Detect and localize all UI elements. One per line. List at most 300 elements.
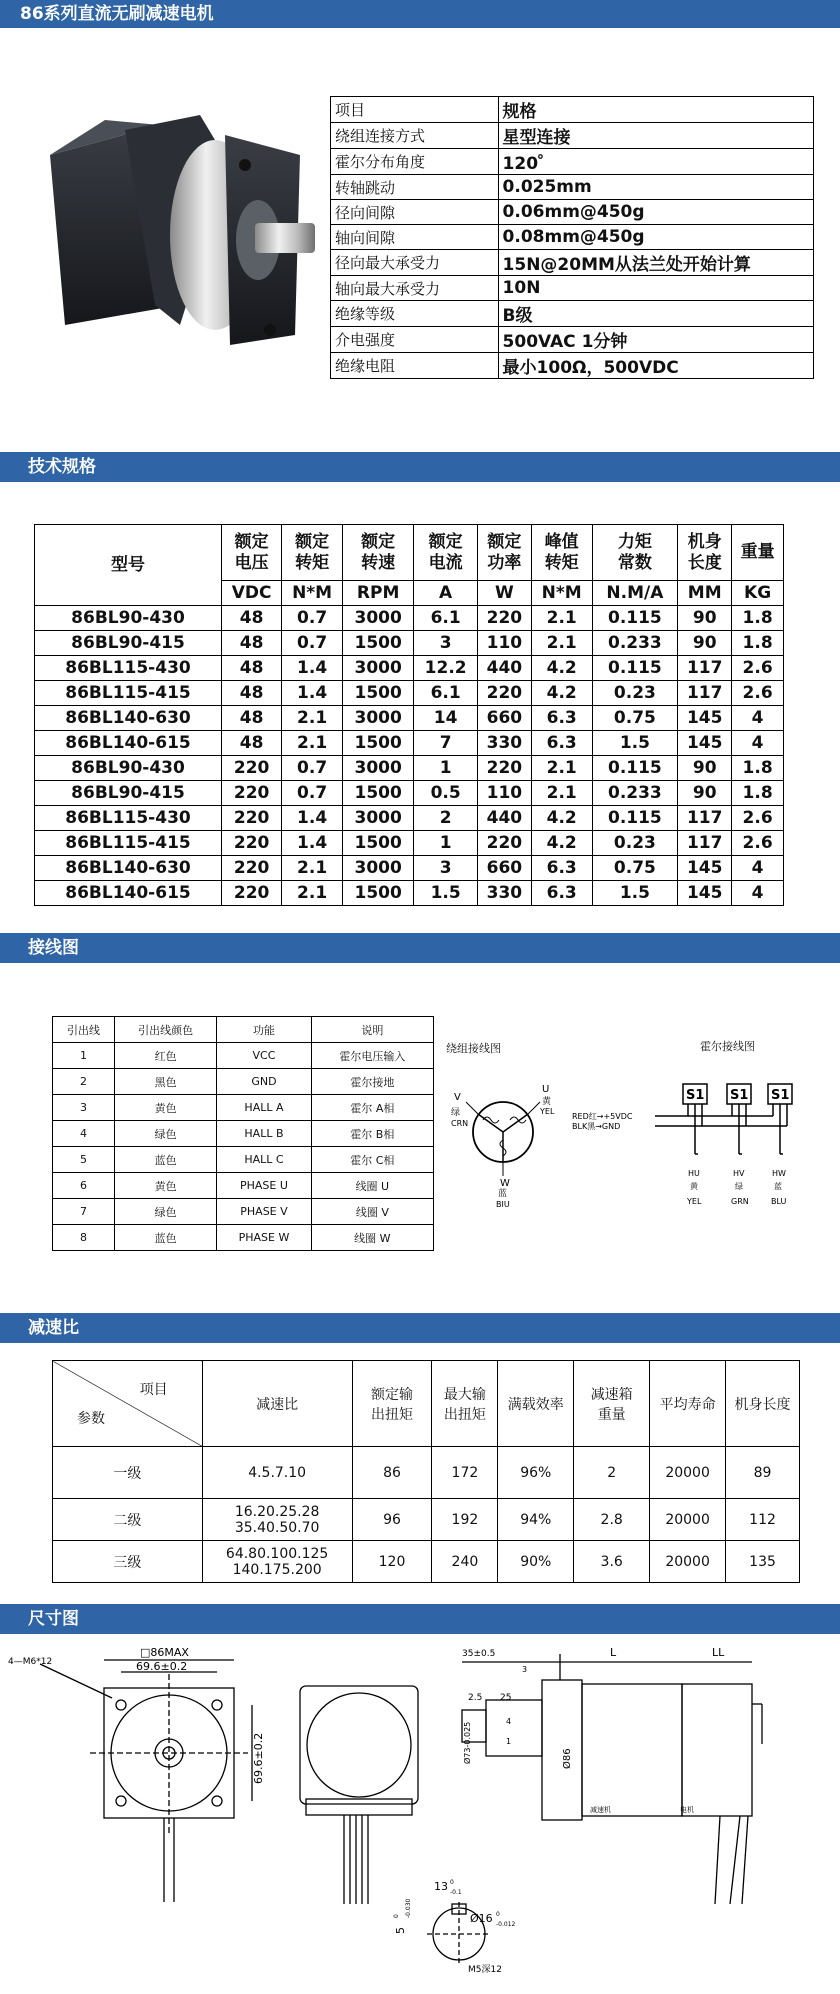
ratio-cell: 192 — [432, 1499, 498, 1541]
dim-gear: 减速机 — [590, 1806, 611, 1814]
dim-l3: 3 — [522, 1665, 528, 1674]
ratio-cell: 一级 — [53, 1447, 203, 1499]
page-title: 86系列直流无刷减速电机 — [20, 4, 214, 24]
spec-value: 0.06mm@450g — [498, 200, 813, 225]
dim-motor: 电机 — [680, 1806, 694, 1814]
tech-cell: 1.4 — [282, 656, 343, 681]
tech-cell: 14 — [414, 706, 478, 731]
tech-cell: 48 — [222, 606, 282, 631]
tech-cell: 1.4 — [282, 681, 343, 706]
tech-cell: 110 — [477, 631, 531, 656]
tech-cell: 86BL90-415 — [35, 631, 222, 656]
wiring-table — [52, 1016, 434, 1251]
tech-cell: 90 — [678, 781, 732, 806]
tech-cell: 660 — [477, 856, 531, 881]
spec-key: 绝缘等级 — [331, 301, 499, 327]
ratio-header-cell: 机身长度 — [726, 1361, 800, 1447]
tech-cell: 86BL115-415 — [35, 681, 222, 706]
spec-row — [331, 200, 814, 225]
ratio-cell: 94% — [498, 1499, 574, 1541]
tech-cell: 220 — [222, 806, 282, 831]
tech-cell: 0.115 — [592, 756, 678, 781]
hall-s1-b: S1 — [730, 1088, 749, 1103]
tech-cell: 1.4 — [282, 831, 343, 856]
section-bar-ratio — [0, 1313, 840, 1343]
tech-cell: 2.1 — [282, 856, 343, 881]
tech-cell: 1.8 — [732, 756, 784, 781]
tech-cell: 90 — [678, 631, 732, 656]
wiring-header-cell: 引出线 — [53, 1017, 115, 1043]
tech-cell: 1500 — [342, 731, 413, 756]
tech-header-cell: 重量 — [732, 525, 784, 581]
tech-cell: 48 — [222, 706, 282, 731]
wiring-cell: 线圈 V — [311, 1199, 433, 1225]
tech-cell: 2.1 — [531, 606, 592, 631]
tech-cell: 0.115 — [592, 806, 678, 831]
tech-cell: 4.2 — [531, 831, 592, 856]
ratio-cell: 64.80.100.125 140.175.200 — [202, 1541, 352, 1583]
wiring-cell: 霍尔 C相 — [311, 1147, 433, 1173]
tech-cell: 2.1 — [282, 731, 343, 756]
wiring-cell: 绿色 — [115, 1199, 217, 1225]
hall-s1-c: S1 — [771, 1088, 790, 1103]
winding-w: W — [500, 1178, 510, 1189]
tech-row — [35, 881, 784, 906]
wiring-header-row — [53, 1017, 434, 1043]
tech-cell: 145 — [678, 706, 732, 731]
tech-unit-cell: KG — [732, 581, 784, 606]
motor-photo — [30, 95, 330, 355]
winding-v: V — [454, 1092, 461, 1103]
wiring-cell: 2 — [53, 1069, 115, 1095]
dim-d16t: 0 — [496, 1911, 500, 1918]
tech-cell: 2.6 — [732, 681, 784, 706]
ratio-cell: 172 — [432, 1447, 498, 1499]
spec-key: 径向间隙 — [331, 200, 499, 225]
tech-cell: 3 — [414, 856, 478, 881]
tech-cell: 0.115 — [592, 656, 678, 681]
tech-cell: 1 — [414, 831, 478, 856]
tech-cell: 0.7 — [282, 756, 343, 781]
tech-cell: 1.8 — [732, 631, 784, 656]
tech-row — [35, 781, 784, 806]
tech-cell: 2.1 — [282, 881, 343, 906]
dim-25: 25 — [500, 1693, 512, 1703]
spec-value: 0.08mm@450g — [498, 225, 813, 250]
ratio-header-cell: 满载效率 — [498, 1361, 574, 1447]
ratio-cell: 2 — [574, 1447, 650, 1499]
wiring-header-cell: 说明 — [311, 1017, 433, 1043]
tech-cell: 0.233 — [592, 631, 678, 656]
tech-cell: 6.3 — [531, 731, 592, 756]
tech-cell: 2.1 — [531, 631, 592, 656]
dim-25a: 2.5 — [468, 1693, 483, 1703]
wiring-cell: PHASE U — [217, 1173, 311, 1199]
tech-cell: 117 — [678, 831, 732, 856]
tech-cell: 2.6 — [732, 806, 784, 831]
tech-cell: 90 — [678, 606, 732, 631]
tech-cell: 220 — [477, 681, 531, 706]
tech-row — [35, 806, 784, 831]
wiring-cell: 霍尔 B相 — [311, 1121, 433, 1147]
wiring-cell: VCC — [217, 1043, 311, 1069]
ratio-cell: 90% — [498, 1541, 574, 1583]
wiring-cell: HALL B — [217, 1121, 311, 1147]
tech-unit-cell: N.M/A — [592, 581, 678, 606]
tech-cell: 3000 — [342, 756, 413, 781]
hall-hu-e: YEL — [687, 1197, 702, 1206]
hall-title: 霍尔接线图 — [700, 1040, 755, 1053]
tech-cell: 220 — [477, 606, 531, 631]
ratio-cell: 240 — [432, 1541, 498, 1583]
tech-cell: 3000 — [342, 656, 413, 681]
dim-width: 69.6±0.2 — [136, 1660, 188, 1673]
spec-value: 500VAC 1分钟 — [498, 327, 813, 353]
tech-cell: 86BL90-430 — [35, 756, 222, 781]
spec-key: 径向最大承受力 — [331, 250, 499, 276]
ratio-header-row — [53, 1361, 800, 1447]
tech-cell: 330 — [477, 881, 531, 906]
dim-l35: 35±0.5 — [462, 1649, 496, 1659]
wiring-cell: 7 — [53, 1199, 115, 1225]
hall-red: RED红→+5VDC — [572, 1112, 633, 1121]
tech-cell: 48 — [222, 731, 282, 756]
tech-header-cell: 机身 长度 — [678, 525, 732, 581]
tech-cell: 7 — [414, 731, 478, 756]
spec-row — [331, 149, 814, 175]
spec-row — [331, 123, 814, 149]
spec-value: B级 — [498, 301, 813, 327]
ratio-cell: 20000 — [650, 1447, 726, 1499]
wiring-cell: 黄色 — [115, 1095, 217, 1121]
wiring-cell: PHASE V — [217, 1199, 311, 1225]
tech-cell: 86BL115-415 — [35, 831, 222, 856]
tech-cell: 4 — [732, 856, 784, 881]
wiring-cell: 线圈 W — [311, 1225, 433, 1251]
wiring-cell: 1 — [53, 1043, 115, 1069]
tech-cell: 6.1 — [414, 606, 478, 631]
wiring-cell: PHASE W — [217, 1225, 311, 1251]
dim-holes: 4—M6*12 — [8, 1657, 53, 1667]
tech-cell: 0.23 — [592, 831, 678, 856]
ratio-header-cell: 额定输 出扭矩 — [352, 1361, 432, 1447]
wiring-row — [53, 1095, 434, 1121]
tech-cell: 220 — [222, 781, 282, 806]
ratio-cell: 3.6 — [574, 1541, 650, 1583]
tech-cell: 0.7 — [282, 781, 343, 806]
hall-hw: HW — [772, 1169, 786, 1178]
wiring-row — [53, 1121, 434, 1147]
tech-header-cell: 额定 电流 — [414, 525, 478, 581]
dim-1: 1 — [506, 1737, 512, 1746]
tech-header-cell: 型号 — [35, 525, 222, 606]
spec-row — [331, 97, 814, 123]
tech-cell: 1.8 — [732, 606, 784, 631]
ratio-cell: 20000 — [650, 1541, 726, 1583]
tech-cell: 330 — [477, 731, 531, 756]
tech-cell: 2.1 — [282, 706, 343, 731]
tech-cell: 48 — [222, 631, 282, 656]
tech-cell: 0.75 — [592, 706, 678, 731]
dim-d16b: -0.012 — [496, 1921, 516, 1928]
tech-cell: 0.233 — [592, 781, 678, 806]
spec-row — [331, 276, 814, 301]
wiring-cell: 霍尔电压输入 — [311, 1043, 433, 1069]
tech-cell: 220 — [222, 881, 282, 906]
tech-cell: 4 — [732, 881, 784, 906]
tech-cell: 1.5 — [592, 881, 678, 906]
hall-hw-e: BLU — [771, 1197, 787, 1206]
spec-row — [331, 250, 814, 276]
dim-m5: M5深12 — [468, 1965, 502, 1975]
wiring-cell: HALL C — [217, 1147, 311, 1173]
tech-cell: 660 — [477, 706, 531, 731]
ratio-corner-top: 项目 — [139, 1382, 168, 1398]
spec-row — [331, 175, 814, 200]
tech-cell: 1.5 — [592, 731, 678, 756]
winding-v-en: CRN — [451, 1119, 469, 1128]
tech-cell: 220 — [477, 756, 531, 781]
tech-row — [35, 856, 784, 881]
tech-cell: 6.3 — [531, 706, 592, 731]
tech-cell: 117 — [678, 681, 732, 706]
tech-cell: 145 — [678, 881, 732, 906]
spec-row — [331, 225, 814, 250]
winding-u-color: 黄 — [542, 1097, 552, 1107]
tech-cell: 1.5 — [414, 881, 478, 906]
section-bar-wiring — [0, 933, 840, 963]
wiring-cell: GND — [217, 1069, 311, 1095]
ratio-header-cell: 平均寿命 — [650, 1361, 726, 1447]
tech-cell: 3000 — [342, 856, 413, 881]
wiring-cell: 3 — [53, 1095, 115, 1121]
tech-cell: 4.2 — [531, 656, 592, 681]
ratio-cell: 89 — [726, 1447, 800, 1499]
tech-cell: 3 — [414, 631, 478, 656]
tech-header-cell: 额定 功率 — [477, 525, 531, 581]
hall-hv: HV — [733, 1169, 745, 1178]
ratio-cell: 135 — [726, 1541, 800, 1583]
tech-cell: 3000 — [342, 706, 413, 731]
winding-u-en: YEL — [540, 1107, 555, 1116]
tech-cell: 1500 — [342, 681, 413, 706]
hall-hu: HU — [688, 1169, 700, 1178]
ratio-cell: 4.5.7.10 — [202, 1447, 352, 1499]
wiring-cell: 绿色 — [115, 1121, 217, 1147]
tech-cell: 12.2 — [414, 656, 478, 681]
tech-cell: 1500 — [342, 831, 413, 856]
dim-k5: 5 — [394, 1927, 407, 1934]
hall-hu-c: 黄 — [690, 1182, 698, 1191]
tech-cell: 0.5 — [414, 781, 478, 806]
ratio-cell: 三级 — [53, 1541, 203, 1583]
tech-cell: 2.1 — [531, 756, 592, 781]
ratio-corner-cell — [53, 1361, 203, 1447]
tech-row — [35, 756, 784, 781]
ratio-cell: 16.20.25.28 35.40.50.70 — [202, 1499, 352, 1541]
winding-w-color: 蓝 — [498, 1189, 508, 1199]
ratio-cell: 96% — [498, 1447, 574, 1499]
section-title-tech: 技术规格 — [28, 457, 96, 477]
tech-cell: 6.1 — [414, 681, 478, 706]
dim-k5t: 0 — [393, 1914, 400, 1918]
spec-value: 10N — [498, 276, 813, 301]
tech-header-cell: 力矩 常数 — [592, 525, 678, 581]
winding-diagram — [448, 1080, 578, 1210]
dim-d73: Ø73-0.025 — [463, 1721, 472, 1764]
tech-cell: 1500 — [342, 881, 413, 906]
ratio-header-cell: 减速箱 重量 — [574, 1361, 650, 1447]
tech-cell: 440 — [477, 656, 531, 681]
ratio-header-cell: 最大输 出扭矩 — [432, 1361, 498, 1447]
wiring-cell: 线圈 U — [311, 1173, 433, 1199]
tech-cell: 2.6 — [732, 831, 784, 856]
ratio-row — [53, 1447, 800, 1499]
dim-4: 4 — [506, 1717, 512, 1726]
tech-cell: 48 — [222, 656, 282, 681]
tech-cell: 4 — [732, 731, 784, 756]
tech-cell: 3000 — [342, 606, 413, 631]
wiring-row — [53, 1173, 434, 1199]
tech-header-cell: 额定 转矩 — [282, 525, 343, 581]
tech-cell: 48 — [222, 681, 282, 706]
tech-cell: 6.3 — [531, 856, 592, 881]
ratio-table — [52, 1360, 800, 1583]
ratio-header-cell: 减速比 — [202, 1361, 352, 1447]
spec-key: 转轴跳动 — [331, 175, 499, 200]
ratio-cell: 86 — [352, 1447, 432, 1499]
tech-unit-cell: N*M — [282, 581, 343, 606]
spec-key: 介电强度 — [331, 327, 499, 353]
tech-cell: 1.4 — [282, 806, 343, 831]
spec-value: 星型连接 — [498, 123, 813, 149]
tech-cell: 1500 — [342, 631, 413, 656]
tech-cell: 220 — [477, 831, 531, 856]
tech-cell: 86BL140-630 — [35, 706, 222, 731]
tech-cell: 3000 — [342, 806, 413, 831]
tech-unit-cell: N*M — [531, 581, 592, 606]
tech-header-row — [35, 525, 784, 581]
section-bar-dimensions — [0, 1604, 840, 1634]
tech-cell: 1.8 — [732, 781, 784, 806]
spec-value: 0.025mm — [498, 175, 813, 200]
wiring-cell: 4 — [53, 1121, 115, 1147]
hall-hv-e: GRN — [731, 1197, 749, 1206]
page-title-bar — [0, 0, 840, 28]
dim-LL: LL — [712, 1646, 725, 1659]
ratio-cell: 二级 — [53, 1499, 203, 1541]
hall-s1-a: S1 — [686, 1088, 705, 1103]
wiring-cell: 8 — [53, 1225, 115, 1251]
wiring-cell: 霍尔 A相 — [311, 1095, 433, 1121]
wiring-row — [53, 1069, 434, 1095]
wiring-row — [53, 1199, 434, 1225]
tech-header-cell: 额定 转速 — [342, 525, 413, 581]
wiring-cell: 红色 — [115, 1043, 217, 1069]
tech-cell: 220 — [222, 856, 282, 881]
spec-key: 霍尔分布角度 — [331, 149, 499, 175]
tech-cell: 117 — [678, 806, 732, 831]
tech-cell: 220 — [222, 831, 282, 856]
wiring-header-cell: 功能 — [217, 1017, 311, 1043]
tech-row — [35, 831, 784, 856]
tech-cell: 1500 — [342, 781, 413, 806]
wiring-cell: 蓝色 — [115, 1225, 217, 1251]
ratio-corner-bottom: 参数 — [77, 1411, 105, 1427]
wiring-cell: HALL A — [217, 1095, 311, 1121]
tech-cell: 86BL90-430 — [35, 606, 222, 631]
dim-d16: Ø16 — [470, 1912, 493, 1925]
tech-row — [35, 681, 784, 706]
tech-cell: 6.3 — [531, 881, 592, 906]
tech-unit-cell: MM — [678, 581, 732, 606]
winding-w-en: BIU — [496, 1200, 510, 1209]
tech-cell: 86BL115-430 — [35, 656, 222, 681]
winding-v-color: 绿 — [451, 1108, 461, 1118]
section-title-dimensions: 尺寸图 — [28, 1609, 79, 1629]
dimension-drawing — [0, 1634, 840, 1994]
tech-spec-table — [34, 524, 784, 906]
spec-table — [330, 96, 814, 379]
tech-cell: 0.23 — [592, 681, 678, 706]
spec-key: 项目 — [331, 97, 499, 123]
spec-key: 绝缘电阻 — [331, 353, 499, 379]
tech-cell: 86BL140-630 — [35, 856, 222, 881]
tech-row — [35, 606, 784, 631]
winding-title: 绕组接线图 — [446, 1042, 501, 1055]
spec-value: 120゜ — [498, 149, 813, 175]
section-title-wiring: 接线图 — [28, 938, 79, 958]
ratio-row — [53, 1499, 800, 1541]
tech-unit-cell: RPM — [342, 581, 413, 606]
section-bar-tech — [0, 452, 840, 482]
wiring-row — [53, 1147, 434, 1173]
wiring-cell: 6 — [53, 1173, 115, 1199]
dim-k13: 13 — [434, 1880, 448, 1893]
tech-cell: 220 — [222, 756, 282, 781]
tech-cell: 0.7 — [282, 631, 343, 656]
hall-hv-c: 绿 — [735, 1182, 743, 1191]
tech-cell: 4 — [732, 706, 784, 731]
ratio-cell: 120 — [352, 1541, 432, 1583]
spec-row — [331, 353, 814, 379]
tech-cell: 2 — [414, 806, 478, 831]
section-title-ratio: 减速比 — [28, 1318, 79, 1338]
spec-value: 最小100Ω，500VDC — [498, 353, 813, 379]
dim-d86: Ø86 — [562, 1748, 573, 1769]
tech-cell: 0.115 — [592, 606, 678, 631]
spec-key: 轴向间隙 — [331, 225, 499, 250]
wiring-cell: 霍尔接地 — [311, 1069, 433, 1095]
wiring-cell: 黄色 — [115, 1173, 217, 1199]
wiring-row — [53, 1225, 434, 1251]
wiring-cell: 黑色 — [115, 1069, 217, 1095]
wiring-row — [53, 1043, 434, 1069]
spec-key: 轴向最大承受力 — [331, 276, 499, 301]
tech-cell: 0.7 — [282, 606, 343, 631]
tech-row — [35, 631, 784, 656]
tech-row — [35, 656, 784, 681]
dim-k5b: -0.030 — [405, 1898, 412, 1918]
hall-diagram — [570, 1076, 810, 1226]
spec-row — [331, 327, 814, 353]
wiring-header-cell: 引出线颜色 — [115, 1017, 217, 1043]
ratio-cell: 2.8 — [574, 1499, 650, 1541]
tech-cell: 4.2 — [531, 806, 592, 831]
tech-cell: 86BL140-615 — [35, 731, 222, 756]
tech-row — [35, 731, 784, 756]
ratio-cell: 112 — [726, 1499, 800, 1541]
